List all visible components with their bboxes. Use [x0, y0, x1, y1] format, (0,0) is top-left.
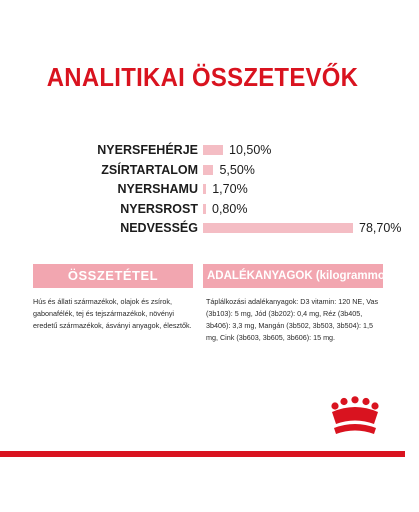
analytic-label: NYERSFEHÉRJE [97, 143, 198, 157]
composition-heading: ÖSSZETÉTEL [33, 264, 193, 288]
analytic-value: 1,70% [212, 182, 248, 196]
analytic-value: 10,50% [229, 143, 272, 157]
royal-canin-crown-icon [330, 397, 380, 439]
analytic-row [0, 201, 405, 217]
analytic-label: NEDVESSÉG [120, 221, 198, 235]
analytic-value: 5,50% [219, 162, 255, 177]
analytic-row [0, 142, 405, 158]
analytic-value: 0,80% [212, 201, 248, 216]
analytic-row [0, 181, 405, 197]
analytic-label: NYERSROST [120, 201, 198, 216]
analytic-label: NYERSHAMU [117, 182, 198, 196]
page-title: ANALITIKAI ÖSSZETEVŐK [46, 62, 359, 92]
bottom-divider [0, 451, 405, 457]
analytic-row [0, 162, 405, 178]
composition-text: Hús és állati származékok, olajok és zsírok, gabonafélék, tej és tejszármazékok, növényi eredetű származékok, ásványi anyagok, élesztők. [33, 297, 192, 330]
analytic-bar [203, 184, 206, 194]
analytic-bar [203, 204, 206, 214]
analytic-row [0, 220, 405, 236]
additives-text: Táplálkozási adalékanyagok: D3 vitamin: 120 NE, Vas (3b103): 5 mg, Jód (3b202): 0,4 mg, Réz (3b405, 3b406): 3,3 mg, Mangán (3b502, 3b503, 3b504): 1,5 mg, Cink (3b603, 3b605, 3b606): 15 mg. [206, 297, 379, 342]
analytic-value: 78,70% [359, 221, 402, 235]
analytic-bar [203, 223, 353, 233]
analytic-label: ZSÍRTARTALOM [101, 162, 198, 177]
additives-heading: ADALÉKANYAGOK (kilogrammonként) [203, 264, 383, 288]
analytic-bar [203, 165, 213, 175]
analytic-bar [203, 145, 223, 155]
